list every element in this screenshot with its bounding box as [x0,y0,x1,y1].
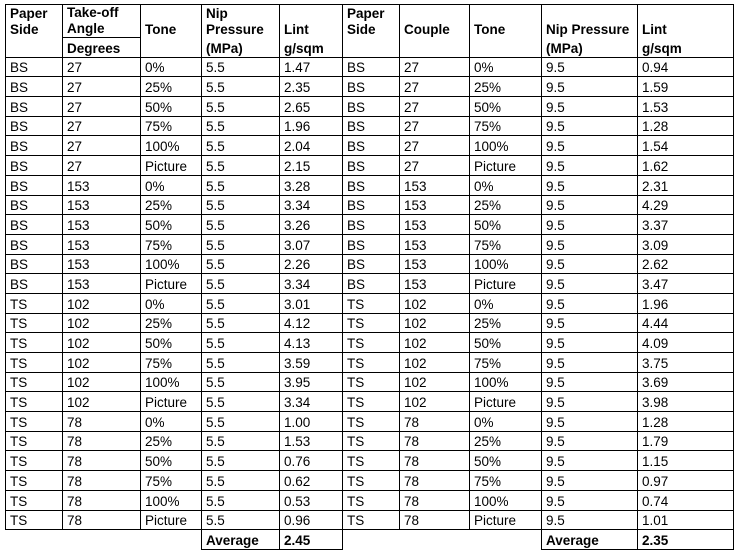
left-nip-pressure-cell: 5.5 [202,490,280,510]
right-paper-side-cell: TS [343,510,400,530]
left-tone-cell: Picture [141,392,202,412]
table-row [6,451,734,471]
right-nip-pressure-cell: 9.5 [542,353,638,373]
right-lint-cell: 1.28 [638,412,734,432]
header-left-nip-pressure: Nip Pressure [202,5,280,38]
left-lint-cell: 0.96 [280,510,343,530]
right-average-label: Average [542,530,638,550]
right-lint-cell: 3.47 [638,274,734,294]
left-paper-side-cell: BS [6,77,63,97]
left-tone-cell: 50% [141,215,202,235]
left-nip-pressure-cell: 5.5 [202,195,280,215]
right-lint-cell: 0.97 [638,471,734,491]
right-tone-cell: 100% [470,490,542,510]
left-lint-cell: 0.53 [280,490,343,510]
right-couple-cell: 78 [400,490,470,510]
right-tone-cell: 50% [470,451,542,471]
right-paper-side-cell: BS [343,175,400,195]
left-paper-side-cell: TS [6,333,63,353]
right-paper-side-cell: TS [343,412,400,432]
right-tone-cell: 50% [470,333,542,353]
left-paper-side-cell: BS [6,97,63,117]
header-left-paper-side: Paper Side [6,5,63,38]
right-lint-cell: 4.29 [638,195,734,215]
right-nip-pressure-cell: 9.5 [542,97,638,117]
header-right-couple: Couple [400,5,470,38]
left-takeoff-angle-cell: 78 [63,431,141,451]
right-lint-cell: 2.62 [638,254,734,274]
right-nip-pressure-cell: 9.5 [542,490,638,510]
left-takeoff-angle-cell: 153 [63,274,141,294]
header-right-lint-unit: g/sqm [638,38,734,58]
right-tone-cell: 0% [470,57,542,77]
left-nip-pressure-cell: 5.5 [202,77,280,97]
right-paper-side-cell: BS [343,234,400,254]
left-paper-side-cell: BS [6,274,63,294]
left-tone-cell: Picture [141,274,202,294]
left-paper-side-cell: BS [6,116,63,136]
left-paper-side-cell: BS [6,254,63,274]
left-paper-side-cell: BS [6,215,63,235]
right-couple-cell: 27 [400,136,470,156]
right-couple-cell: 102 [400,353,470,373]
left-takeoff-angle-cell: 102 [63,293,141,313]
left-tone-cell: 25% [141,313,202,333]
left-lint-cell: 1.00 [280,412,343,432]
left-takeoff-angle-cell: 27 [63,156,141,176]
left-tone-cell: 25% [141,77,202,97]
left-nip-pressure-cell: 5.5 [202,471,280,491]
left-nip-pressure-cell: 5.5 [202,156,280,176]
left-takeoff-angle-cell: 78 [63,471,141,491]
left-lint-cell: 3.34 [280,274,343,294]
right-couple-cell: 78 [400,431,470,451]
right-couple-cell: 27 [400,57,470,77]
right-couple-cell: 153 [400,234,470,254]
left-nip-pressure-cell: 5.5 [202,97,280,117]
right-couple-cell: 78 [400,451,470,471]
left-nip-pressure-cell: 5.5 [202,510,280,530]
right-tone-cell: 50% [470,97,542,117]
header-right-couple-cont [400,38,470,58]
right-average-value: 2.35 [638,530,734,550]
left-tone-cell: 50% [141,451,202,471]
left-nip-pressure-cell: 5.5 [202,175,280,195]
table-row [6,293,734,313]
footer-spacer [63,530,141,550]
header-right-paper-side-cont [343,38,400,58]
right-lint-cell: 3.98 [638,392,734,412]
right-tone-cell: 75% [470,353,542,373]
left-tone-cell: Picture [141,510,202,530]
table-row [6,195,734,215]
left-paper-side-cell: TS [6,293,63,313]
left-lint-cell: 3.34 [280,195,343,215]
right-nip-pressure-cell: 9.5 [542,431,638,451]
left-takeoff-angle-cell: 153 [63,254,141,274]
right-couple-cell: 102 [400,372,470,392]
right-tone-cell: Picture [470,274,542,294]
left-lint-cell: 1.47 [280,57,343,77]
right-nip-pressure-cell: 9.5 [542,274,638,294]
right-nip-pressure-cell: 9.5 [542,215,638,235]
right-tone-cell: 0% [470,175,542,195]
footer-spacer [141,530,202,550]
left-tone-cell: 0% [141,175,202,195]
left-tone-cell: 75% [141,353,202,373]
right-lint-cell: 1.96 [638,293,734,313]
left-takeoff-angle-cell: 102 [63,313,141,333]
right-tone-cell: 75% [470,116,542,136]
right-tone-cell: 100% [470,136,542,156]
right-tone-cell: 0% [470,293,542,313]
left-paper-side-cell: TS [6,490,63,510]
left-lint-cell: 2.15 [280,156,343,176]
left-nip-pressure-cell: 5.5 [202,116,280,136]
left-lint-cell: 3.28 [280,175,343,195]
right-nip-pressure-cell: 9.5 [542,412,638,432]
header-left-tone: Tone [141,5,202,38]
right-couple-cell: 102 [400,313,470,333]
table-row [6,254,734,274]
right-nip-pressure-cell: 9.5 [542,471,638,491]
left-lint-cell: 3.34 [280,392,343,412]
table-row [6,215,734,235]
left-tone-cell: 50% [141,97,202,117]
header-left-nip-unit: (MPa) [202,38,280,58]
left-takeoff-angle-cell: 27 [63,136,141,156]
header-left-takeoff-angle: Take-off Angle [63,5,141,38]
right-paper-side-cell: BS [343,97,400,117]
lint-data-table [5,4,734,550]
right-tone-cell: 25% [470,431,542,451]
left-paper-side-cell: TS [6,392,63,412]
right-paper-side-cell: TS [343,333,400,353]
right-lint-cell: 0.74 [638,490,734,510]
table-row [6,490,734,510]
left-takeoff-angle-cell: 78 [63,510,141,530]
left-lint-cell: 0.76 [280,451,343,471]
right-paper-side-cell: TS [343,392,400,412]
left-tone-cell: 50% [141,333,202,353]
right-lint-cell: 4.09 [638,333,734,353]
table-row [6,156,734,176]
left-tone-cell: 100% [141,372,202,392]
right-lint-cell: 3.75 [638,353,734,373]
right-lint-cell: 1.79 [638,431,734,451]
right-lint-cell: 1.62 [638,156,734,176]
left-nip-pressure-cell: 5.5 [202,57,280,77]
header-left-tone-cont [141,38,202,58]
right-couple-cell: 27 [400,116,470,136]
right-lint-cell: 1.01 [638,510,734,530]
left-lint-cell: 4.12 [280,313,343,333]
left-paper-side-cell: TS [6,431,63,451]
table-row [6,234,734,254]
table-row [6,57,734,77]
left-paper-side-cell: TS [6,471,63,491]
left-nip-pressure-cell: 5.5 [202,392,280,412]
right-nip-pressure-cell: 9.5 [542,333,638,353]
right-couple-cell: 27 [400,97,470,117]
left-paper-side-cell: BS [6,234,63,254]
left-takeoff-angle-cell: 102 [63,392,141,412]
left-lint-cell: 1.96 [280,116,343,136]
right-paper-side-cell: BS [343,215,400,235]
table-row [6,274,734,294]
right-nip-pressure-cell: 9.5 [542,136,638,156]
right-lint-cell: 1.28 [638,116,734,136]
header-right-paper-side: Paper Side [343,5,400,38]
right-paper-side-cell: TS [343,372,400,392]
right-paper-side-cell: TS [343,313,400,333]
right-nip-pressure-cell: 9.5 [542,392,638,412]
left-takeoff-angle-cell: 102 [63,333,141,353]
left-tone-cell: 100% [141,490,202,510]
left-tone-cell: 0% [141,57,202,77]
right-lint-cell: 1.53 [638,97,734,117]
right-tone-cell: 0% [470,412,542,432]
right-lint-cell: 3.09 [638,234,734,254]
left-takeoff-angle-cell: 153 [63,195,141,215]
right-nip-pressure-cell: 9.5 [542,372,638,392]
left-tone-cell: 75% [141,116,202,136]
table-row [6,510,734,530]
right-tone-cell: 75% [470,234,542,254]
left-takeoff-angle-cell: 78 [63,412,141,432]
header-right-nip-unit: (MPa) [542,38,638,58]
right-nip-pressure-cell: 9.5 [542,313,638,333]
left-takeoff-angle-cell: 153 [63,175,141,195]
table-body [6,5,734,550]
right-nip-pressure-cell: 9.5 [542,195,638,215]
right-couple-cell: 102 [400,392,470,412]
right-nip-pressure-cell: 9.5 [542,451,638,471]
right-couple-cell: 78 [400,412,470,432]
table-row [6,313,734,333]
left-takeoff-angle-cell: 78 [63,490,141,510]
table-row [6,471,734,491]
left-paper-side-cell: BS [6,175,63,195]
right-lint-cell: 1.15 [638,451,734,471]
right-tone-cell: 50% [470,215,542,235]
left-nip-pressure-cell: 5.5 [202,215,280,235]
footer-spacer [6,530,63,550]
left-lint-cell: 3.07 [280,234,343,254]
right-nip-pressure-cell: 9.5 [542,175,638,195]
left-takeoff-angle-cell: 27 [63,77,141,97]
right-nip-pressure-cell: 9.5 [542,254,638,274]
left-paper-side-cell: TS [6,372,63,392]
right-tone-cell: Picture [470,392,542,412]
right-couple-cell: 153 [400,274,470,294]
left-nip-pressure-cell: 5.5 [202,136,280,156]
right-tone-cell: 25% [470,195,542,215]
right-lint-cell: 0.94 [638,57,734,77]
left-lint-cell: 2.65 [280,97,343,117]
footer-spacer [343,530,400,550]
left-tone-cell: 25% [141,431,202,451]
left-tone-cell: 25% [141,195,202,215]
right-lint-cell: 2.31 [638,175,734,195]
right-lint-cell: 3.37 [638,215,734,235]
left-nip-pressure-cell: 5.5 [202,451,280,471]
left-nip-pressure-cell: 5.5 [202,234,280,254]
left-nip-pressure-cell: 5.5 [202,353,280,373]
table-row [6,412,734,432]
right-nip-pressure-cell: 9.5 [542,77,638,97]
header-left-lint: Lint [280,5,343,38]
left-takeoff-angle-cell: 27 [63,116,141,136]
left-lint-cell: 2.35 [280,77,343,97]
left-lint-cell: 3.95 [280,372,343,392]
right-paper-side-cell: BS [343,156,400,176]
right-nip-pressure-cell: 9.5 [542,510,638,530]
right-couple-cell: 78 [400,471,470,491]
header-left-degrees: Degrees [63,38,141,58]
footer-spacer [470,530,542,550]
table-row [6,116,734,136]
left-takeoff-angle-cell: 153 [63,215,141,235]
right-paper-side-cell: TS [343,490,400,510]
left-takeoff-angle-cell: 27 [63,97,141,117]
left-paper-side-cell: BS [6,57,63,77]
right-tone-cell: 100% [470,372,542,392]
left-lint-cell: 4.13 [280,333,343,353]
right-lint-cell: 3.69 [638,372,734,392]
header-right-tone-cont [470,38,542,58]
right-paper-side-cell: TS [343,293,400,313]
right-nip-pressure-cell: 9.5 [542,57,638,77]
left-paper-side-cell: BS [6,195,63,215]
left-paper-side-cell: TS [6,353,63,373]
header-right-tone: Tone [470,5,542,38]
table-row [6,431,734,451]
right-paper-side-cell: TS [343,353,400,373]
right-couple-cell: 102 [400,293,470,313]
table-row [6,136,734,156]
left-takeoff-angle-cell: 78 [63,451,141,471]
right-couple-cell: 153 [400,215,470,235]
left-nip-pressure-cell: 5.5 [202,333,280,353]
left-paper-side-cell: BS [6,156,63,176]
right-paper-side-cell: BS [343,57,400,77]
left-nip-pressure-cell: 5.5 [202,274,280,294]
left-lint-cell: 1.53 [280,431,343,451]
right-tone-cell: Picture [470,156,542,176]
left-tone-cell: 100% [141,254,202,274]
left-lint-cell: 3.59 [280,353,343,373]
left-lint-cell: 3.01 [280,293,343,313]
right-paper-side-cell: BS [343,274,400,294]
left-tone-cell: 100% [141,136,202,156]
table-row [6,392,734,412]
left-takeoff-angle-cell: 102 [63,372,141,392]
right-paper-side-cell: BS [343,116,400,136]
right-couple-cell: 153 [400,195,470,215]
left-nip-pressure-cell: 5.5 [202,313,280,333]
table-row [6,353,734,373]
right-tone-cell: 100% [470,254,542,274]
right-tone-cell: Picture [470,510,542,530]
left-paper-side-cell: BS [6,136,63,156]
right-paper-side-cell: TS [343,451,400,471]
average-row [6,530,734,550]
footer-spacer [400,530,470,550]
left-takeoff-angle-cell: 102 [63,353,141,373]
right-couple-cell: 153 [400,175,470,195]
right-lint-cell: 1.59 [638,77,734,97]
right-nip-pressure-cell: 9.5 [542,293,638,313]
table-row [6,97,734,117]
left-paper-side-cell: TS [6,451,63,471]
header-right-lint: Lint [638,5,734,38]
left-lint-cell: 2.26 [280,254,343,274]
left-nip-pressure-cell: 5.5 [202,412,280,432]
right-paper-side-cell: BS [343,136,400,156]
right-nip-pressure-cell: 9.5 [542,116,638,136]
right-couple-cell: 27 [400,77,470,97]
left-average-label: Average [202,530,280,550]
table-row [6,77,734,97]
right-couple-cell: 153 [400,254,470,274]
left-nip-pressure-cell: 5.5 [202,254,280,274]
left-tone-cell: Picture [141,156,202,176]
left-takeoff-angle-cell: 153 [63,234,141,254]
header-right-nip-pressure: Nip Pressure [542,5,638,38]
right-lint-cell: 4.44 [638,313,734,333]
left-tone-cell: 0% [141,412,202,432]
right-paper-side-cell: TS [343,471,400,491]
right-paper-side-cell: TS [343,431,400,451]
left-lint-cell: 2.04 [280,136,343,156]
right-tone-cell: 25% [470,77,542,97]
left-paper-side-cell: TS [6,510,63,530]
header-left-paper-side-cont [6,38,63,58]
left-nip-pressure-cell: 5.5 [202,431,280,451]
left-tone-cell: 0% [141,293,202,313]
left-lint-cell: 0.62 [280,471,343,491]
right-couple-cell: 78 [400,510,470,530]
right-paper-side-cell: BS [343,77,400,97]
right-lint-cell: 1.54 [638,136,734,156]
table-row [6,333,734,353]
right-couple-cell: 27 [400,156,470,176]
right-paper-side-cell: BS [343,254,400,274]
left-average-value: 2.45 [280,530,343,550]
header-row-2 [6,38,734,58]
table-row [6,175,734,195]
right-tone-cell: 25% [470,313,542,333]
left-lint-cell: 3.26 [280,215,343,235]
right-tone-cell: 75% [470,471,542,491]
left-paper-side-cell: TS [6,313,63,333]
right-nip-pressure-cell: 9.5 [542,156,638,176]
left-nip-pressure-cell: 5.5 [202,293,280,313]
header-row-1 [6,5,734,38]
table-row [6,372,734,392]
left-nip-pressure-cell: 5.5 [202,372,280,392]
right-nip-pressure-cell: 9.5 [542,234,638,254]
right-couple-cell: 102 [400,333,470,353]
right-paper-side-cell: BS [343,195,400,215]
left-tone-cell: 75% [141,234,202,254]
left-paper-side-cell: TS [6,412,63,432]
header-left-lint-unit: g/sqm [280,38,343,58]
left-tone-cell: 75% [141,471,202,491]
left-takeoff-angle-cell: 27 [63,57,141,77]
